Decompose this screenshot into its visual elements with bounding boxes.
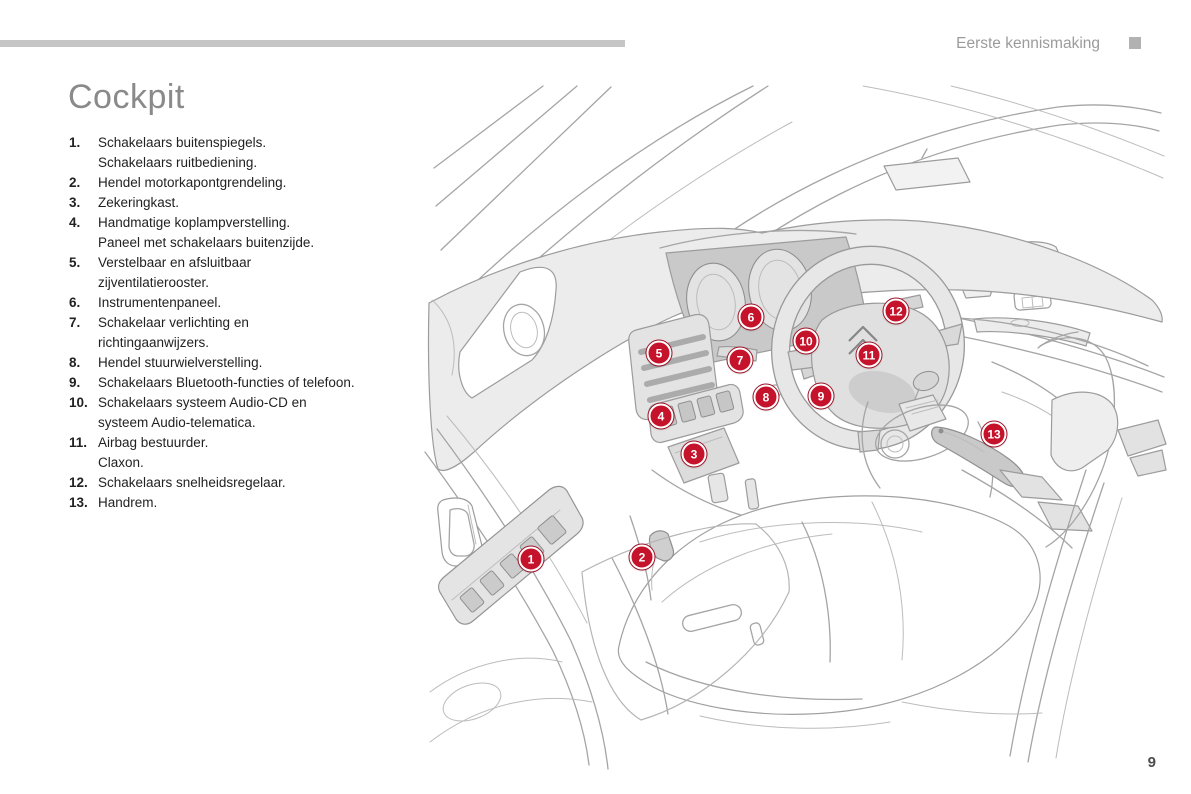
legend-item-text: Schakelaars Bluetooth-functies of telefoon.	[98, 375, 355, 390]
diagram-marker-11: 11	[857, 343, 882, 368]
legend-item-text: Schakelaar verlichting en richtingaanwijzers.	[98, 315, 249, 350]
legend-item-text: Zekeringkast.	[98, 195, 180, 210]
legend-item-number: 7.	[69, 315, 81, 330]
legend-item-text: Schakelaars snelheidsregelaar.	[98, 475, 286, 490]
legend-item-text: Schakelaars buitenspiegels. Schakelaars ruitbediening.	[98, 135, 267, 170]
legend-item-number: 4.	[69, 215, 81, 230]
legend-item-number: 12.	[69, 475, 88, 490]
diagram-marker-6: 6	[739, 305, 764, 330]
legend-item-number: 2.	[69, 175, 81, 190]
accelerator-pedal	[745, 478, 759, 509]
legend-item-number: 1.	[69, 135, 81, 150]
page-title: Cockpit	[68, 78, 185, 116]
legend-item-text: Hendel motorkapontgrendeling.	[98, 175, 287, 190]
legend-item-number: 11.	[69, 435, 88, 450]
diagram-marker-5: 5	[647, 341, 672, 366]
section-label: Eerste kennismaking	[956, 35, 1100, 52]
legend-item-text: Hendel stuurwielverstelling.	[98, 355, 263, 370]
diagram-marker-3: 3	[682, 442, 707, 467]
legend-item-number: 10.	[69, 395, 88, 410]
legend-item-text: Schakelaars systeem Audio-CD en systeem Audio-telematica.	[98, 395, 307, 430]
diagram-marker-9: 9	[809, 384, 834, 409]
legend-item-text: Airbag bestuurder. Claxon.	[98, 435, 209, 470]
legend-item-number: 8.	[69, 355, 81, 370]
rearview-mirror	[884, 158, 970, 190]
legend-item-text: Handmatige koplampverstelling. Paneel met schakelaars buitenzijde.	[98, 215, 315, 250]
diagram-marker-1: 1	[519, 547, 544, 572]
legend-item-number: 5.	[69, 255, 81, 270]
brake-pedal	[708, 473, 729, 503]
legend-item-text: Instrumentenpaneel.	[98, 295, 222, 310]
diagram-marker-4: 4	[649, 404, 674, 429]
legend-item-number: 9.	[69, 375, 81, 390]
legend-item-number: 6.	[69, 295, 81, 310]
diagram-marker-2: 2	[630, 545, 655, 570]
legend-item-number: 3.	[69, 195, 81, 210]
diagram-marker-13: 13	[982, 422, 1007, 447]
legend-item-number: 13.	[69, 495, 88, 510]
diagram-marker-12: 12	[884, 299, 909, 324]
page-number: 9	[1147, 754, 1156, 771]
legend-item-text: Handrem.	[98, 495, 158, 510]
diagram-marker-8: 8	[754, 385, 779, 410]
diagram-marker-7: 7	[728, 348, 753, 373]
diagram-marker-10: 10	[794, 329, 819, 354]
driver-seat	[618, 496, 1040, 714]
legend-item-text: Verstelbaar en afsluitbaar zijventilatierooster.	[98, 255, 252, 290]
